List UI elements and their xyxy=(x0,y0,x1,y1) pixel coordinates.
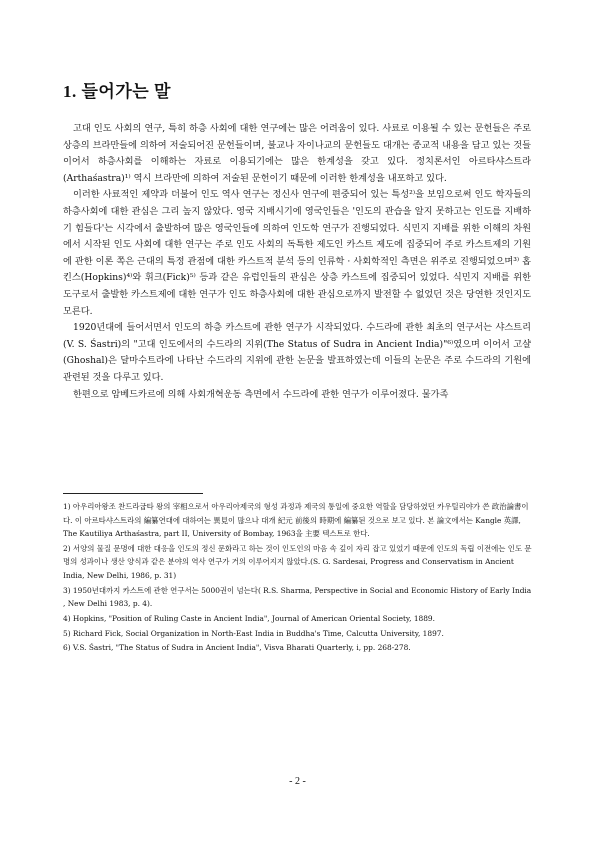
body-text xyxy=(63,121,531,403)
footnote-divider xyxy=(63,493,203,494)
paragraph: 고대 인도 사회의 연구, 특히 하층 사회에 대한 연구에는 많은 어려움이 있다. 사료로 이용될 수 있는 문헌들은 주로 상층의 브라만들에 의하여 저술되어진 문헌들이며, 불교나 자이나교의 문헌들도 대개는 종교적 내용을 담고 있는 것들이어서 하층사회를 이해하는 자료로 이용되기에는 많은 한계성을 갖고 있다. 정치론서인 아르타샤스트라(Arthaśastra)¹⁾ 역시 브라만에 의하여 저술된 문헌이기 때문에 이러한 한계성을 내포하고 있다. xyxy=(63,123,531,184)
footnote: 6) V.S. Śastri, "The Status of Sudra in Ancient India", Visva Bharati Quarterly, i, pp. 268-278. xyxy=(63,643,411,653)
footnote: 3) 1950년대까지 카스트에 관한 연구서는 5000권이 넘는다( R.S. Sharma, Perspective in Social and Economic History of Early India , New Delhi 1983, p. 4). xyxy=(63,585,532,609)
section-heading: 1. 들어가는 말 xyxy=(63,82,171,101)
footnote: 4) Hopkins, "Position of Ruling Caste in Ancient India", Journal of American Oriental Society, 1889. xyxy=(63,613,435,623)
footnote: 1) 아우리아왕조 찬드라굽타 왕의 宰相으로서 아우리아제국의 형성 과정과 제국의 통일에 중요한 역할을 담당하였던 카우틸리야가 쓴 政治論書이다. 이 아르타샤스트라의 編纂연대에 대하여는 異見이 많으나 대개 紀元 前後의 時期에 編纂된 것으로 보고 있다. 본 論文에서는 Kangle 英譯, The Kautiliya Arthaśastra, part II, University of Bombay, 1963을 主要 텍스트로 한다. xyxy=(63,502,529,538)
footnotes xyxy=(63,500,533,656)
footnote: 5) Richard Fick, Social Organization in North-East India in Buddha's Time, Calcutta University, 1897. xyxy=(63,628,444,638)
page-number: - 2 - xyxy=(289,776,306,787)
paragraph: 한편으로 암베드카르에 의해 사회개혁운동 측면에서 수드라에 관한 연구가 이루어졌다. 물가족 xyxy=(73,388,449,400)
paragraph: 이러한 사료적인 제약과 더불어 인도 역사 연구는 정신사 연구에 편중되어 있는 특성²⁾을 보임으로써 인도 학자들의 하층사회에 대한 관심은 그리 높지 않았다. 영국 지배시기에 영국인들은 '인도의 관습을 알지 못하고는 인도를 지배하기 힘들다'는 시각에서 출발하여 많은 영국인들에 의하여 인도학 연구가 진행되었다. 식민지 지배를 위한 이해의 차원에서 시작된 인도 사회에 대한 연구는 주로 인도 사회의 독특한 제도인 카스트 제도에 집중되어 주로 카스트제의 기원에 관한 이론 쪽은 근대의 특정 관점에 대한 카스트적 분석 등의 인류학 · 사회학적인 측면은 위주로 진행되었으며³⁾ 홉킨스(Hopkins)⁴⁾와 휘크(Fick)⁵⁾ 등과 같은 유럽인들의 관심은 상층 카스트에 집중되어 있었다. 식민지 지배를 위한 도구로서 출발한 카스트제에 대한 연구가 인도 하층사회에 대한 관심으로까지 발전할 수 없었던 것은 당연한 것인지도 모른다. xyxy=(63,189,531,317)
paragraph: 1920년대에 들어서면서 인도의 하층 카스트에 관한 연구가 시작되었다. 수드라에 관한 최초의 연구서는 샤스트리(V. S. Śastri)의 "고대 인도에서의 수드라의 지위(The Status of Sudra in Ancient India)"⁶⁾였으며 이어서 고샬(Ghoshal)은 달마수트라에 나타난 수드라의 지위에 관한 논문을 발표하였는데 이들의 논문은 주로 수드라의 기원에 관련된 것을 다루고 있다. xyxy=(63,322,531,383)
footnote: 2) 서양의 물질 문명에 대한 대응을 인도의 정신 문화라고 하는 것이 인도인의 마음 속 깊이 자리 잡고 있었기 때문에 인도의 독립 이전에는 인도 문명의 성과이나 생산 양식과 같은 분야의 역사 연구가 거의 이루어지지 않았다.(S. G. Sardesai, Progress and Conservatism in Ancient India, New Delhi, 1986, p. 31) xyxy=(63,543,532,580)
